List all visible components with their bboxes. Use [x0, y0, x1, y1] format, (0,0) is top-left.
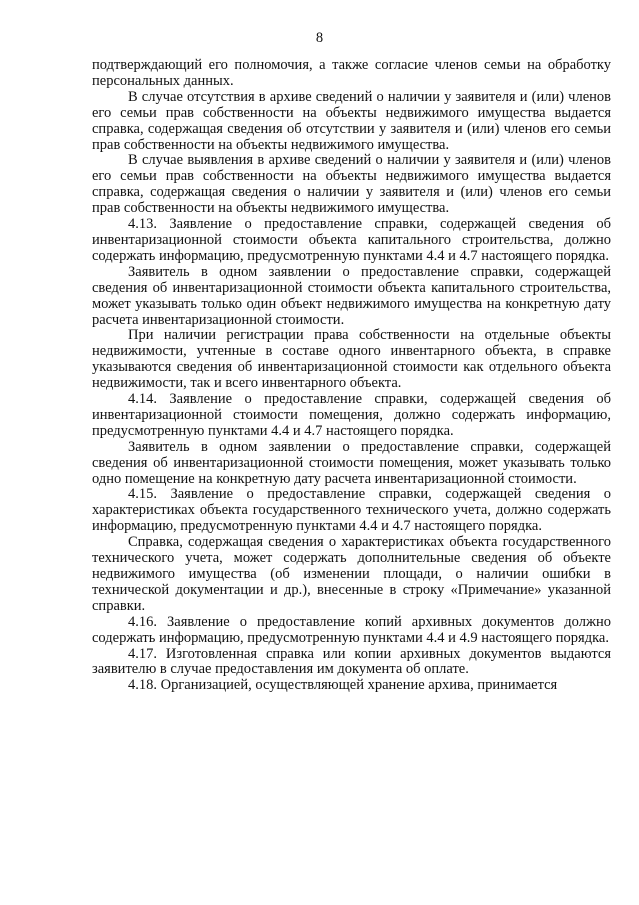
page-number: 8: [315, 30, 324, 46]
document-body: [92, 58, 611, 694]
paragraph-clause-4-17: 4.17. Изготовленная справка или копии архивных документов выдаются заявителю в случае предоставления им документа об оплате.: [92, 645, 611, 678]
paragraph-clause-4-18: 4.18. Организацией, осуществляющей хранение архива, принимается: [128, 677, 558, 694]
paragraph-presence-of-records: В случае выявления в архиве сведений о наличии у заявителя и (или) членов его семьи прав собственности на объекты недвижимого имущества выдается справка, содержащая сведения о наличии у заявителя и (или) членов его семьи прав собственности на объекты недвижимого имущества.: [92, 152, 611, 217]
paragraph-clause-4-15: 4.15. Заявление о предоставление справки, содержащей сведения о характеристиках объекта государственного технического учета, должно содержать информацию, предусмотренную пунктами 4.4 и 4.7 настоящего порядка.: [92, 486, 611, 535]
paragraph-continuation: подтверждающий его полномочия, а также согласие членов семьи на обработку персональных данных.: [92, 57, 611, 89]
paragraph-clause-4-13: 4.13. Заявление о предоставление справки, содержащей сведения об инвентаризационной стоимости объекта капитального строительства, должно содержать информацию, предусмотренную пунктами 4.4 и 4.7 настоящего порядка.: [92, 216, 611, 264]
paragraph-clause-4-16: 4.16. Заявление о предоставление копий архивных документов должно содержать информацию, предусмотренную пунктами 4.4 и 4.9 настоящего порядка.: [92, 613, 611, 646]
paragraph-clause-4-14: 4.14. Заявление о предоставление справки, содержащей сведения об инвентаризационной стоимости помещения, должно содержать информацию, предусмотренную пунктами 4.4 и 4.7 настоящего порядка.: [92, 391, 611, 439]
paragraph-one-premise-per-application: Заявитель в одном заявлении о предоставление справки, содержащей сведения об инвентаризационной стоимости помещения, может указывать только одно помещение на конкретную дату расчета инвентаризационной стоимости.: [92, 438, 611, 487]
paragraph-certificate-additional-info: Справка, содержащая сведения о характеристиках объекта государственного технического учета, может содержать дополнительные сведения об объекте недвижимого имущества (об изменении площади, о наличии ошибки в технической документации и др.), внесенные в строку «Примечание» указанной справки.: [92, 534, 611, 614]
paragraph-one-object-per-application: Заявитель в одном заявлении о предоставление справки, содержащей сведения об инвентаризационной стоимости объекта капитального строительства, может указывать только один объект недвижимого имущества на конкретную дату расчета инвентаризационной стоимости.: [92, 263, 611, 328]
paragraph-absence-of-records: В случае отсутствия в архиве сведений о наличии у заявителя и (или) членов его семьи прав собственности на объекты недвижимого имущества выдается справка, содержащая сведения об отсутствии у заявителя и (или) членов его семьи прав собственности на объекты недвижимого имущества.: [92, 88, 611, 153]
paragraph-separate-objects: При наличии регистрации права собственности на отдельные объекты недвижимости, учтенные в составе одного инвентарного объекта, в справке указываются сведения об инвентаризационной стоимости как отдельного объекта недвижимости, так и всего инвентарного объекта.: [92, 327, 611, 392]
